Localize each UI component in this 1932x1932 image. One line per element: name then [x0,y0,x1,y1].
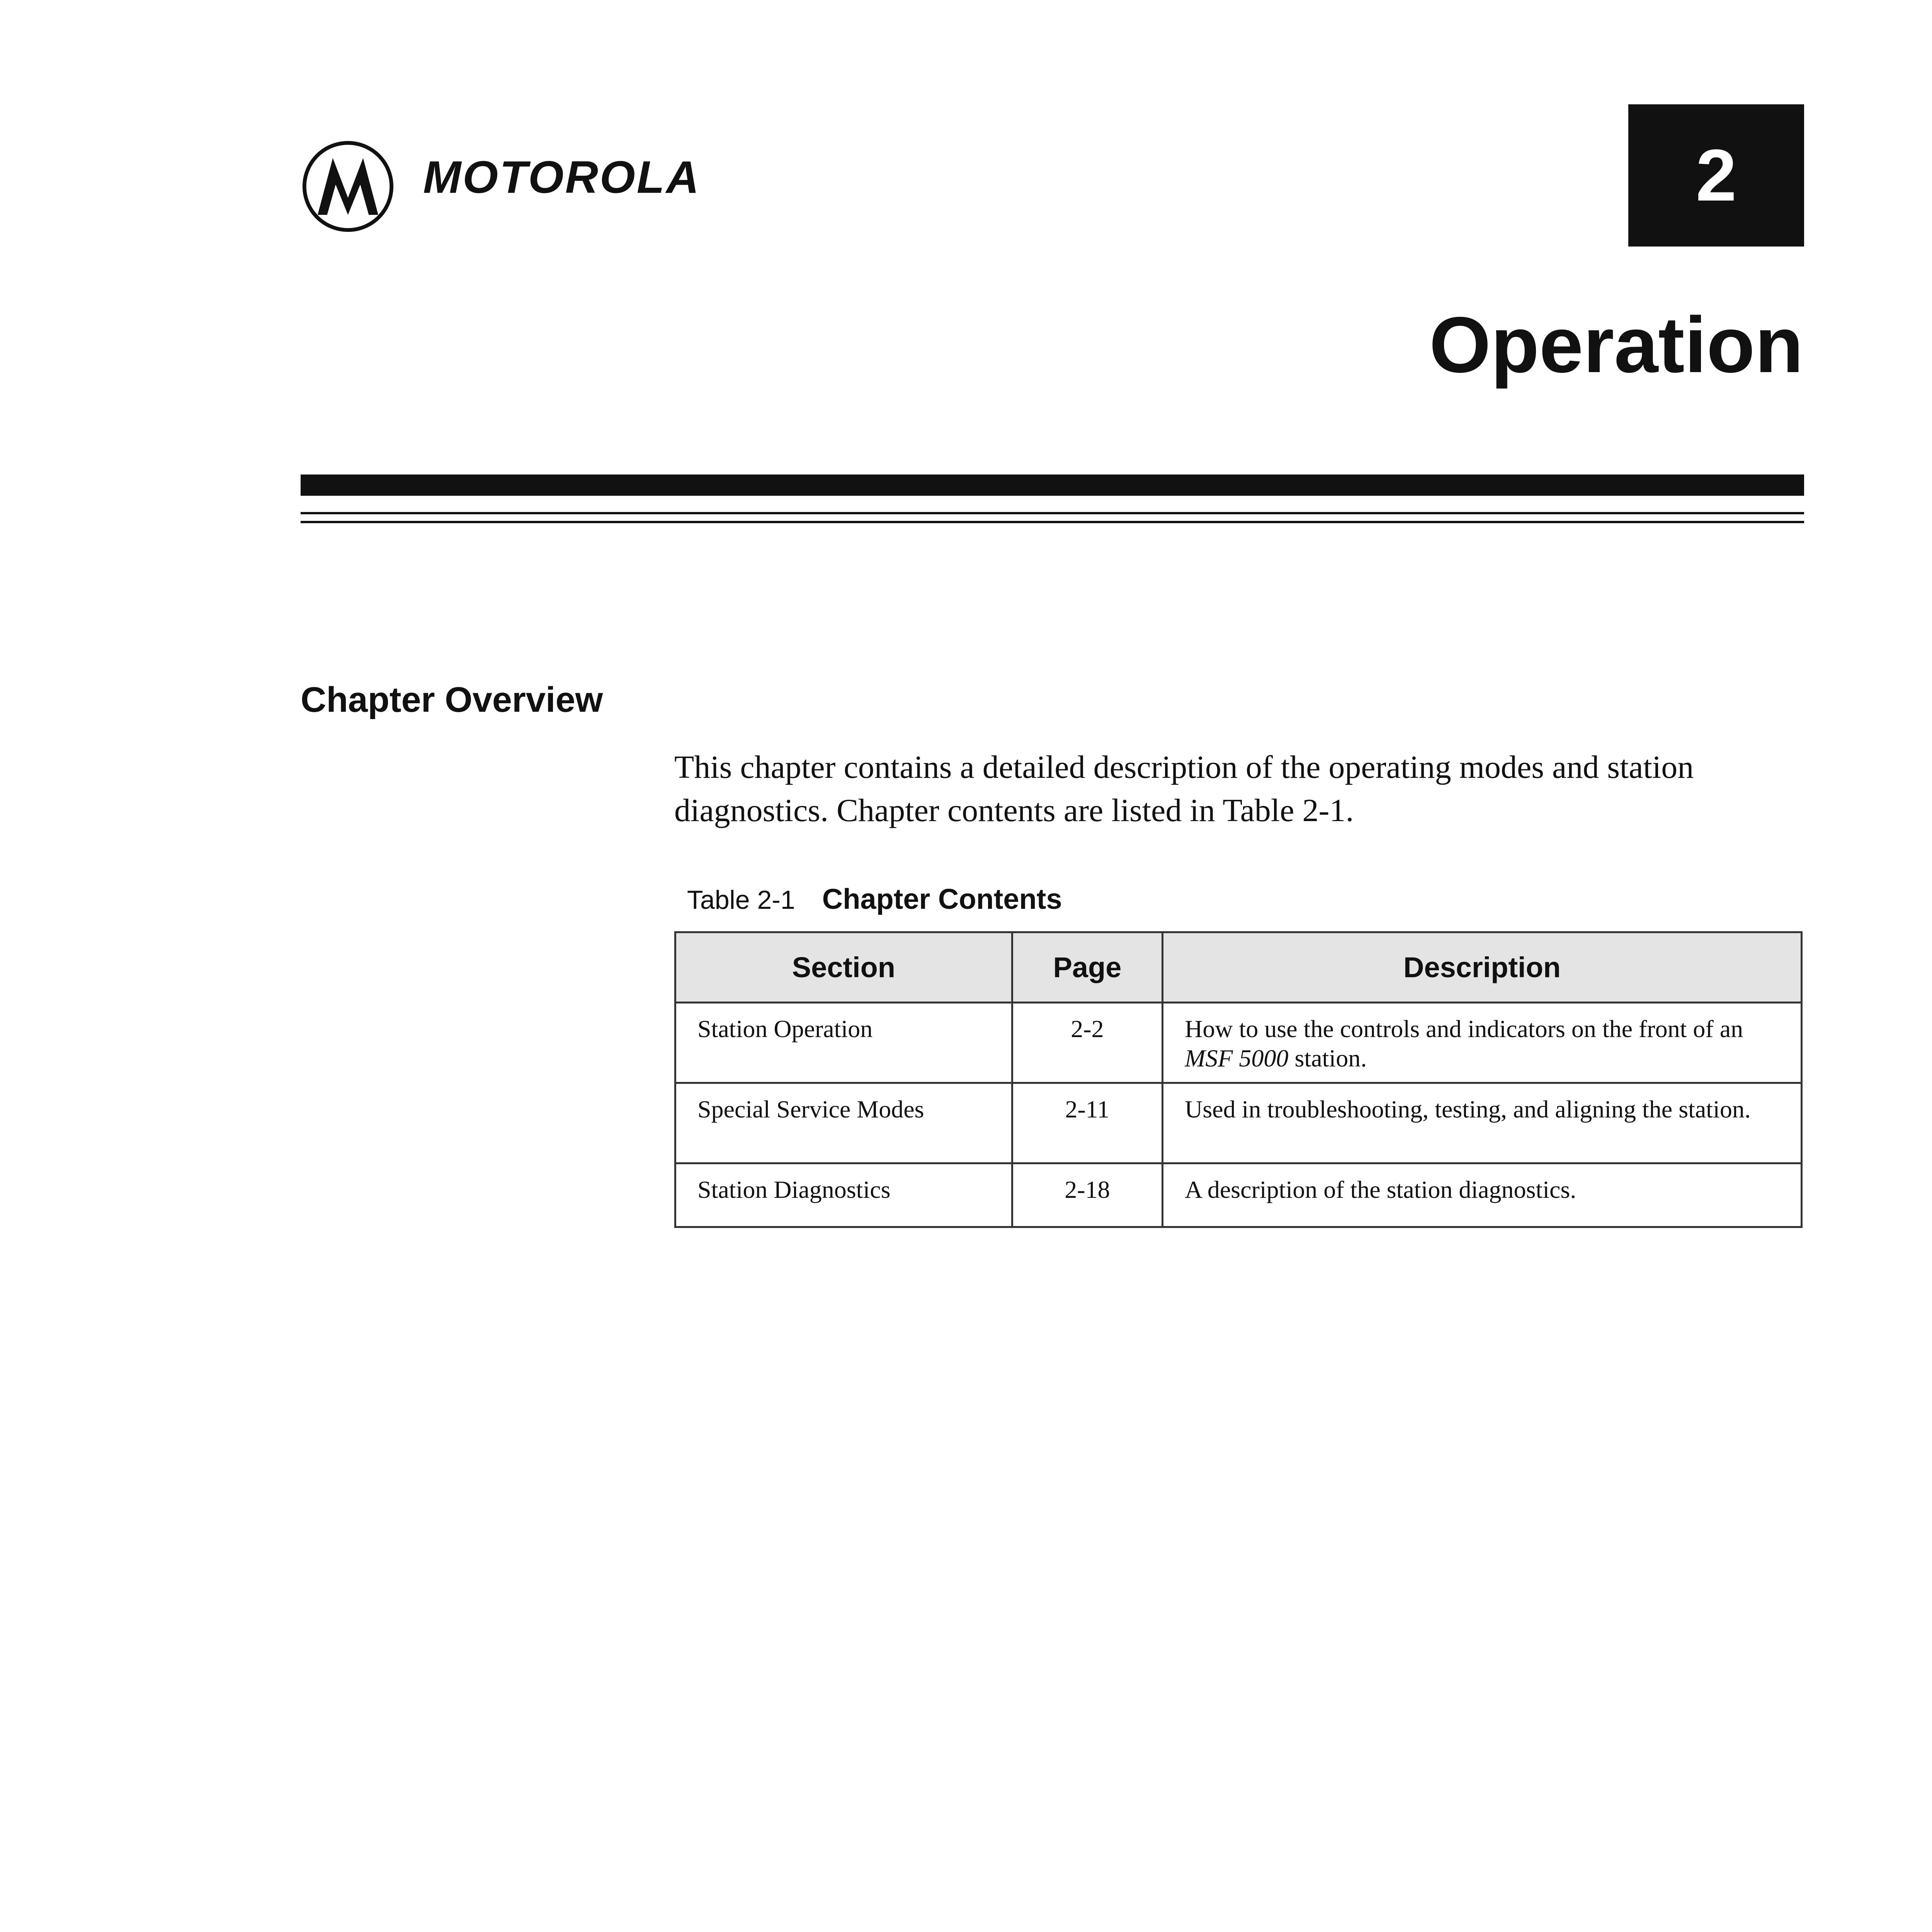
table-caption-title: Chapter Contents [822,883,1062,915]
table-header-row [675,932,1802,1003]
section-heading: Chapter Overview [301,680,603,719]
intro-paragraph: This chapter contains a detailed description of the operating modes and station diagnostics. Chapter contents are listed in Table 2-1. [674,749,1694,828]
section-cell: Station Operation [675,1003,1012,1083]
header-rule-thin [301,521,1804,523]
chapter-title: Operation [1429,301,1803,389]
chapter-contents-table [674,931,1803,1228]
column-header-page: Page [1012,932,1162,1003]
table-caption [687,885,1062,913]
description-cell: A description of the station diagnostics. [1163,1163,1802,1227]
table-row [675,1083,1802,1163]
table-row [675,1003,1802,1083]
brand-wordmark: MOTOROLA [423,152,701,203]
table-caption-number: Table 2-1 [687,885,795,915]
section-cell: Special Service Modes [675,1083,1012,1163]
header-rule-thick [301,474,1804,496]
description-cell: Used in troubleshooting, testing, and aligning the station. [1163,1083,1802,1163]
page-cell: 2-18 [1012,1163,1162,1227]
column-header-section: Section [675,932,1012,1003]
section-cell: Station Diagnostics [675,1163,1012,1227]
description-cell [1163,1003,1802,1083]
page-cell: 2-2 [1012,1003,1162,1083]
motorola-logo-icon [301,139,395,234]
product-name: MSF 5000 [1185,1044,1289,1072]
description-text: How to use the controls and indicators on the front of an [1185,1015,1743,1043]
table-row [675,1163,1802,1227]
column-header-description: Description [1163,932,1802,1003]
header-rule-thin [301,512,1804,514]
page-cell: 2-11 [1012,1083,1162,1163]
description-text: station. [1288,1044,1367,1072]
chapter-number-badge: 2 [1628,104,1804,247]
